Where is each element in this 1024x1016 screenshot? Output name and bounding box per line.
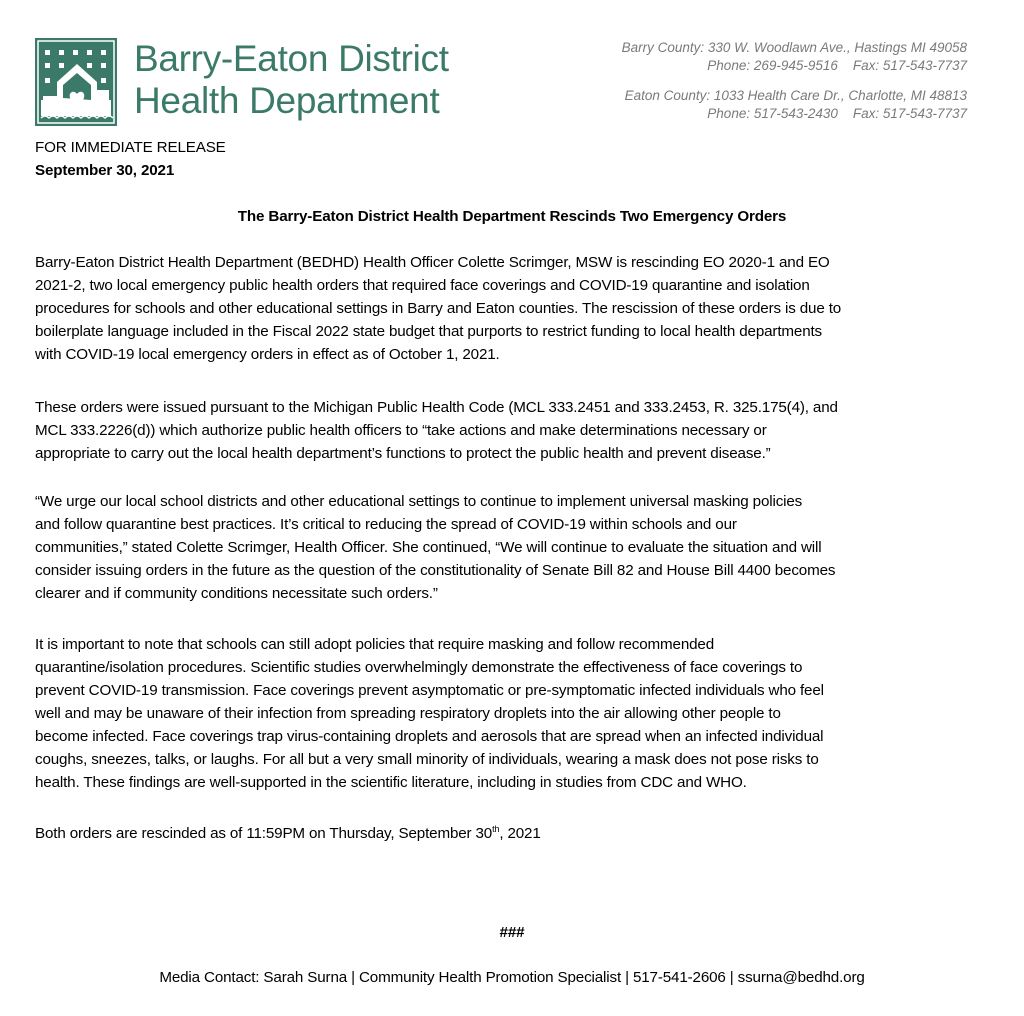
paragraph-3-line: communities,” stated Colette Scrimger, Health Officer. She continued, “We will continue to evaluate the situation and will bbox=[35, 539, 822, 556]
press-release-title: The Barry-Eaton District Health Department Rescinds Two Emergency Orders bbox=[237, 208, 787, 225]
paragraph-1-line: with COVID-19 local emergency orders in effect as of October 1, 2021. bbox=[35, 346, 500, 363]
brand-line-2: Health Department bbox=[134, 80, 440, 121]
paragraph-2-line: MCL 333.2226(d)) which authorize public health officers to “take actions and make determinations necessary or bbox=[35, 422, 767, 439]
paragraph-4-line: health. These findings are well-supported in the scientific literature, including in studies from CDC and WHO. bbox=[35, 774, 747, 791]
paragraph-4-line: coughs, sneezes, talks, or laughs. For all but a very small minority of individuals, wearing a mask does not pose risks to bbox=[35, 751, 819, 768]
eaton-phone: Phone: 517-543-2430 Fax: 517-543-7737 bbox=[707, 106, 967, 121]
release-label: FOR IMMEDIATE RELEASE bbox=[35, 139, 226, 156]
paragraph-2-line: These orders were issued pursuant to the Michigan Public Health Code (MCL 333.2451 and 333.2453, R. 325.175(4), and bbox=[35, 399, 838, 416]
end-mark: ### bbox=[499, 924, 525, 941]
paragraph-2-line: appropriate to carry out the local health department’s functions to protect the public health and prevent disease.” bbox=[35, 445, 771, 462]
paragraph-3-line: “We urge our local school districts and other educational settings to continue to implement universal masking policies bbox=[35, 493, 803, 510]
paragraph-1-line: Barry-Eaton District Health Department (BEDHD) Health Officer Colette Scrimger, MSW is rescinding EO 2020-1 and EO bbox=[35, 254, 830, 271]
ordinal-suffix: th bbox=[492, 824, 500, 834]
paragraph-3-line: consider issuing orders in the future as the question of the constitutionality of Senate Bill 82 and House Bill 4400 becomes bbox=[35, 562, 836, 579]
health-department-logo bbox=[35, 38, 117, 126]
paragraph-4-line: quarantine/isolation procedures. Scientific studies overwhelmingly demonstrate the effectiveness of face coverings to bbox=[35, 659, 803, 676]
media-contact: Media Contact: Sarah Surna | Community Health Promotion Specialist | 517-541-2606 | ssurna@bedhd.org bbox=[159, 969, 865, 986]
barry-address: Barry County: 330 W. Woodlawn Ave., Hastings MI 49058 bbox=[621, 40, 967, 55]
paragraph-3-line: and follow quarantine best practices. It’s critical to reducing the spread of COVID-19 within schools and our bbox=[35, 516, 737, 533]
closing-year: , 2021 bbox=[499, 825, 541, 843]
closing-text: Both orders are rescinded as of 11:59PM on Thursday, September 30 bbox=[35, 825, 493, 843]
paragraph-1-line: 2021-2, two local emergency public health orders that required face coverings and COVID-19 quarantine and isolation bbox=[35, 277, 810, 294]
paragraph-4-line: prevent COVID-19 transmission. Face coverings prevent asymptomatic or pre-symptomatic infected individuals who feel bbox=[35, 682, 824, 699]
brand-line-1: Barry-Eaton District bbox=[134, 38, 449, 79]
contact-addresses bbox=[622, 39, 967, 123]
barry-phone: Phone: 269-945-9516 Fax: 517-543-7737 bbox=[707, 58, 967, 73]
paragraph-4-line: become infected. Face coverings trap virus-containing droplets and aerosols that are spread when an infected individual bbox=[35, 728, 824, 745]
paragraph-4-line: It is important to note that schools can still adopt policies that require masking and follow recommended bbox=[35, 636, 715, 653]
paragraph-1-line: procedures for schools and other educational settings in Barry and Eaton counties. The rescission of these orders is due to bbox=[35, 300, 842, 317]
closing-line bbox=[35, 824, 541, 842]
eaton-address: Eaton County: 1033 Health Care Dr., Charlotte, MI 48813 bbox=[624, 88, 967, 103]
release-date: September 30, 2021 bbox=[35, 162, 175, 179]
paragraph-3-line: clearer and if community conditions necessitate such orders.” bbox=[35, 585, 438, 602]
paragraph-1-line: boilerplate language included in the Fiscal 2022 state budget that purports to restrict funding to local health departments bbox=[35, 323, 822, 340]
organization-name bbox=[134, 38, 449, 122]
paragraph-4-line: well and may be unaware of their infection from spreading respiratory droplets into the air allowing other people to bbox=[35, 705, 781, 722]
